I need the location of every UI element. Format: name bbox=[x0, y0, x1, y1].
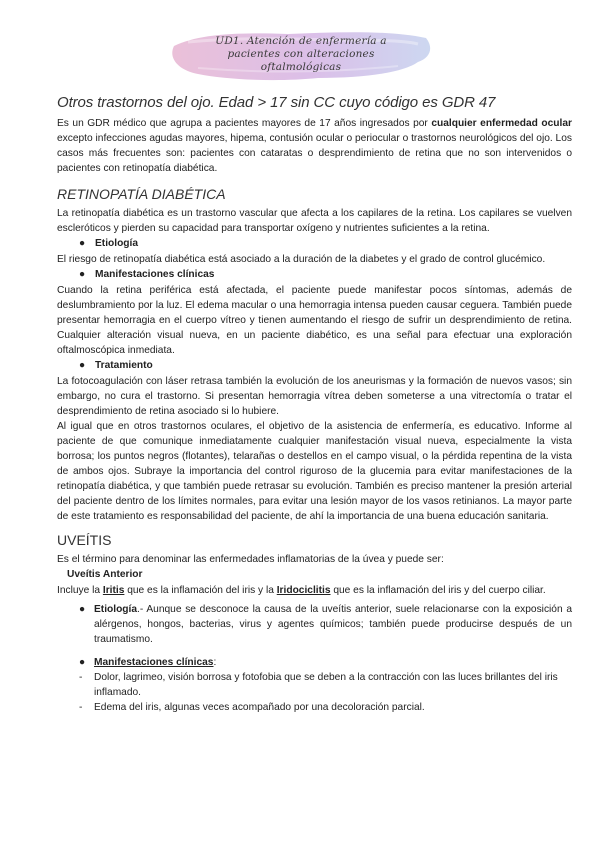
list-item: - Dolor, lagrimeo, visión borrosa y fotofobia que se deben a la contracción con las luces brillantes del iris inflamado. bbox=[79, 672, 558, 698]
section-heading-retinopatia: RETINOPATÍA DIABÉTICA bbox=[57, 186, 226, 202]
educativo-text: Al igual que en otros trastornos oculares, el objetivo de la asistencia de enfermería, es educativo. Informe al paciente de que comunique inmediatamente cualquier manifestación visual nueva, especialmente la vista borrosa; los puntos negros (flotantes), telarañas o destellos en el campo visual, o la pérdida repentina de la vista de ambos ojos. Subraye la importancia del control riguroso de la glucemia para evitar manifestaciones de la retinopatía diabética, y que también puede retrasar su evolución. También es preciso mantener la presión arterial del paciente dentro de los límites normales, para evitar una lesión mayor de los vasos retinianos. La mayor parte de este tratamiento es responsabilidad del paciente, de ahí la importancia de una buena educación sanitaria. bbox=[57, 421, 572, 522]
retinopatia-definition: La retinopatía diabética es un trastorno vascular que afecta a los capilares de la retina. Los capilares se vuelven escleróticos y pierden su capacidad para transportar oxígeno y nutrientes suficientes a la retina. bbox=[57, 208, 572, 234]
title-banner bbox=[168, 28, 434, 84]
term-iritis: Iritis bbox=[102, 585, 125, 596]
dash-icon: - bbox=[79, 672, 83, 683]
dash-icon: - bbox=[79, 702, 83, 713]
intro-bold: cualquier enfermedad ocular bbox=[431, 118, 572, 129]
manifestaciones-text: Cuando la retina periférica está afectada, el paciente puede manifestar pocos síntomas, además de deslumbramiento por la luz. El edema macular o una hemorragia intensa pueden causar ceguera. También puede presentar hemorragia en el cuerpo vítreo y tienen aumentando el riesgo de sufrir un desprendimiento de retina. Cualquier alteración visual nueva, en un paciente diabético, es una señal para efectuar una exploración oftalmoscópica inmediata. bbox=[57, 285, 572, 356]
etiologia-text: El riesgo de retinopatía diabética está asociado a la duración de la diabetes y el grado de control glucémico. bbox=[57, 254, 546, 265]
subheading-uveitis-anterior: Uveítis Anterior bbox=[67, 569, 143, 580]
list-item: - Edema del iris, algunas veces acompañado por una decoloración parcial. bbox=[79, 702, 425, 713]
subheading-tratamiento: ● Tratamiento bbox=[79, 360, 153, 371]
uveitis-bullets bbox=[57, 602, 572, 670]
subheading-etiologia: ● Etiología bbox=[79, 238, 139, 249]
banner-line-1: UD1. Atención de enfermería a bbox=[215, 35, 387, 47]
bullet-icon: ● bbox=[79, 238, 86, 249]
page-title: Otros trastornos del ojo. Edad > 17 sin CC cuyo código es GDR 47 bbox=[57, 94, 496, 111]
uveitis-definition: Es el término para denominar las enfermedades inflamatorias de la úvea y puede ser: bbox=[57, 554, 444, 565]
bullet-icon: ● bbox=[79, 360, 86, 371]
list-item: ● Manifestaciones clínicas: bbox=[79, 657, 217, 668]
uveitis-incluye: Incluye la Iritis que es la inflamación del iris y la Iridociclitis que es la inflamación del iris y del cuerpo ciliar. bbox=[57, 585, 546, 596]
intro-pre: Es un GDR médico que agrupa a pacientes mayores de 17 años ingresados por bbox=[57, 118, 432, 129]
intro-post: excepto infecciones agudas mayores, hipema, contusión ocular o periocular o trastornos neurológicos del ojo. Los casos más frecuentes son: pacientes con cataratas o desprendimiento de retina que no son intervenidos o pacientes con retinopatía diabética. bbox=[57, 133, 572, 174]
list-item: ● Etiología.- Aunque se desconoce la causa de la uveítis anterior, suele relacionarse con la exposición a alérgenos, hongos, bacterias, virus y agentes químicos; también puede producirse después de un traumatismo. bbox=[79, 604, 573, 645]
section-uveitis bbox=[57, 532, 572, 715]
banner-line-2: pacientes con alteraciones bbox=[227, 48, 375, 60]
subheading-manifestaciones: ● Manifestaciones clínicas bbox=[79, 269, 215, 280]
bullet-icon: ● bbox=[79, 657, 86, 668]
tratamiento-text: La fotocoagulación con láser retrasa también la evolución de los aneurismas y la formación de nuevos vasos; sin embargo, no cura el trastorno. Si presentan hemorragia vítrea deben someterse a una vitrectomía o tratar el desprendimiento de retina asociado si lo hubiere. bbox=[57, 376, 572, 417]
manifestaciones-list bbox=[57, 670, 572, 715]
section-heading-uveitis: UVEÍTIS bbox=[57, 532, 112, 548]
banner-line-3: oftalmológicas bbox=[260, 61, 342, 73]
section-retinopatia bbox=[57, 186, 572, 524]
document-body bbox=[57, 94, 572, 715]
intro-paragraph bbox=[57, 116, 572, 176]
bullet-icon: ● bbox=[79, 269, 86, 280]
bullet-icon: ● bbox=[79, 604, 86, 615]
term-iridociclitis: Iridociclitis bbox=[276, 585, 331, 596]
